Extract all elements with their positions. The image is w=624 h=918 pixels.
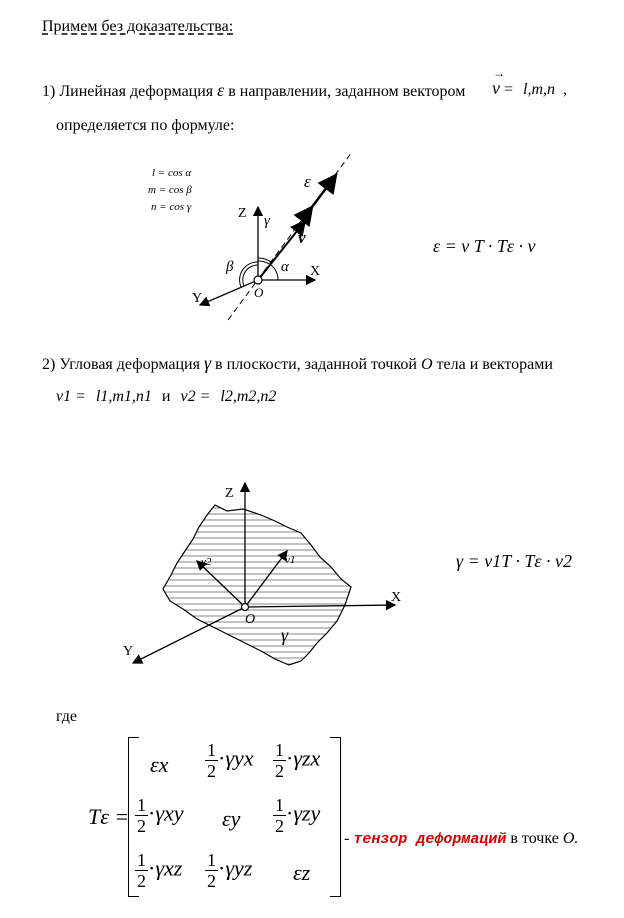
origin-point: [254, 276, 262, 284]
heading: Примем без доказательства:: [42, 18, 234, 35]
item1-middle: в направлении, заданном вектором: [228, 83, 466, 100]
axis-x-label: X: [310, 264, 321, 279]
axis-z-label: Z: [238, 206, 247, 221]
axis-z-label: Z: [225, 486, 234, 501]
item1-vector-def: [492, 66, 568, 99]
gamma-label: γ: [264, 213, 270, 229]
item2-middle: в плоскости, заданной точкой: [215, 356, 417, 373]
v1-label: ν1 =: [56, 388, 86, 405]
gamma-arc-inner: [258, 261, 269, 264]
cell-g-xz: $\frac{1}{2}$ ·γxz: [137, 850, 183, 891]
item2-prefix: 2) Угловая деформация: [42, 356, 200, 373]
origin-label: O: [254, 285, 264, 300]
item1-line1: [42, 80, 465, 101]
formula1: ε = ν T · Tε · ν: [433, 236, 536, 256]
tensor-tail: в точке: [510, 830, 559, 847]
beta-label: β: [226, 259, 234, 275]
item2-line2: [56, 388, 276, 406]
nu1-label: ν1: [285, 554, 296, 566]
cos-l-label: l = cos α: [152, 167, 192, 179]
figure2-diagram: [115, 475, 415, 695]
cell-eps-z: εz: [293, 860, 311, 885]
item1-vector: → ν: [492, 66, 505, 98]
origin-point: [242, 604, 249, 611]
item1-comma: ,: [563, 81, 568, 98]
v1-components: l1,m1,n1: [95, 388, 152, 405]
tensor-name: тензор деформаций: [353, 831, 507, 848]
where-label: где: [56, 708, 78, 725]
alpha-label: α: [281, 259, 289, 275]
figure1-diagram: [140, 145, 380, 325]
tensor-lhs: Tε =: [88, 804, 130, 829]
origin-label: O: [245, 612, 256, 627]
right-bracket: [330, 737, 341, 897]
cell-g-yz: $\frac{1}{2}$ ·γyz: [207, 850, 253, 891]
item1-line2: определяется по формуле:: [56, 117, 235, 134]
v2-label: ν2 =: [180, 388, 211, 405]
axis-y-label: Y: [123, 644, 134, 659]
nu2-label: ν2: [201, 556, 212, 568]
v2-components: l2,m2,n2: [220, 388, 277, 405]
item1-components: l,m,n: [523, 81, 556, 98]
item1-prefix: 1) Линейная деформация: [42, 83, 214, 100]
cell-eps-y: εy: [222, 806, 241, 831]
item1-eq: =: [504, 81, 514, 98]
tensor-caption: [344, 830, 578, 848]
y-axis: [200, 280, 258, 305]
cell-eps-x: εx: [150, 752, 169, 777]
and-word: и: [161, 388, 171, 405]
cell-g-zy: $\frac{1}{2}$ ·γzy: [275, 795, 321, 836]
axis-x-label: X: [391, 590, 402, 605]
alpha-arc: [271, 265, 278, 280]
epsilon-arrow: [312, 175, 336, 207]
nu-label: ν: [298, 228, 306, 247]
cell-g-zx: $\frac{1}{2}$ ·γzx: [275, 740, 321, 781]
item2-suffix: тела и векторами: [436, 356, 553, 373]
cell-g-xy: $\frac{1}{2}$ ·γxy: [137, 795, 184, 836]
cos-n-label: n = cos γ: [151, 201, 192, 213]
formula2: γ = ν1T · Tε · ν2: [456, 551, 573, 571]
epsilon-label: ε: [304, 172, 311, 191]
item2-symbol: γ: [203, 353, 212, 373]
gamma-label: γ: [281, 625, 289, 645]
tensor-point: O.: [562, 830, 579, 847]
tensor-dash: -: [344, 830, 350, 847]
item2-point: O: [420, 356, 433, 373]
item1-symbol: ε: [217, 80, 225, 100]
item2-line1: [42, 353, 553, 374]
plane-shape: [163, 505, 351, 665]
axis-y-label: Y: [192, 291, 203, 306]
cell-g-yx: $\frac{1}{2}$ ·γyx: [207, 740, 254, 781]
cos-m-label: m = cos β: [148, 184, 192, 196]
